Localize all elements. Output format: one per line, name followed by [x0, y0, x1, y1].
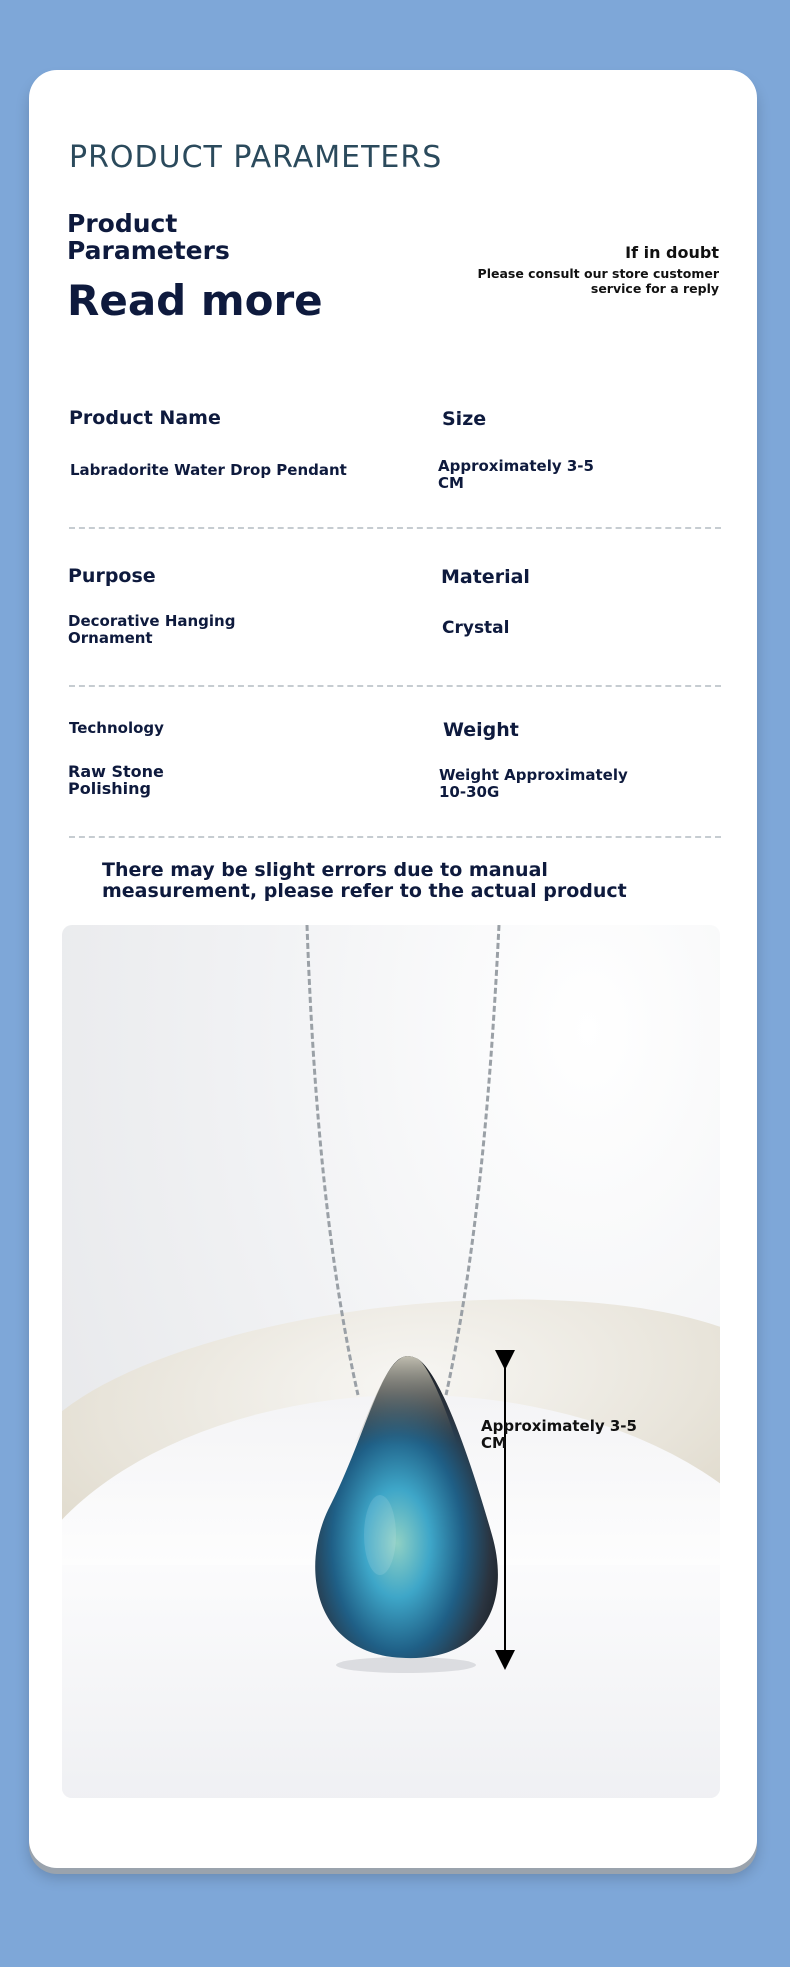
doubt-text: Please consult our store customer service for a reply [477, 266, 719, 296]
param-label-size: Size [442, 408, 487, 430]
param-value-weight: Weight Approximately 10-30G [439, 766, 628, 801]
subtitle: Product Parameters [67, 209, 230, 265]
param-value-size: Approximately 3-5 CM [438, 457, 594, 492]
product-parameters-card [29, 70, 757, 1868]
measurement-note: There may be slight errors due to manual measurement, please refer to the actual product [102, 859, 627, 902]
pendant-icon [62, 925, 720, 1798]
divider [69, 685, 721, 687]
param-label-product-name: Product Name [69, 407, 221, 429]
param-value-purpose: Decorative Hanging Ornament [68, 612, 236, 647]
pendant-photo [62, 925, 720, 1798]
param-label-weight: Weight [443, 719, 519, 741]
param-value-technology: Raw Stone Polishing [68, 762, 164, 798]
param-value-product-name: Labradorite Water Drop Pendant [70, 461, 347, 479]
divider [69, 836, 721, 838]
param-label-technology: Technology [69, 719, 164, 737]
read-more-link[interactable]: Read more [67, 276, 323, 325]
param-value-material: Crystal [442, 618, 510, 638]
section-title: PRODUCT PARAMETERS [69, 140, 443, 175]
param-label-material: Material [441, 566, 530, 588]
doubt-title: If in doubt [625, 243, 719, 262]
param-label-purpose: Purpose [68, 565, 156, 587]
size-annotation: Approximately 3-5 CM [481, 1417, 637, 1452]
divider [69, 527, 721, 529]
